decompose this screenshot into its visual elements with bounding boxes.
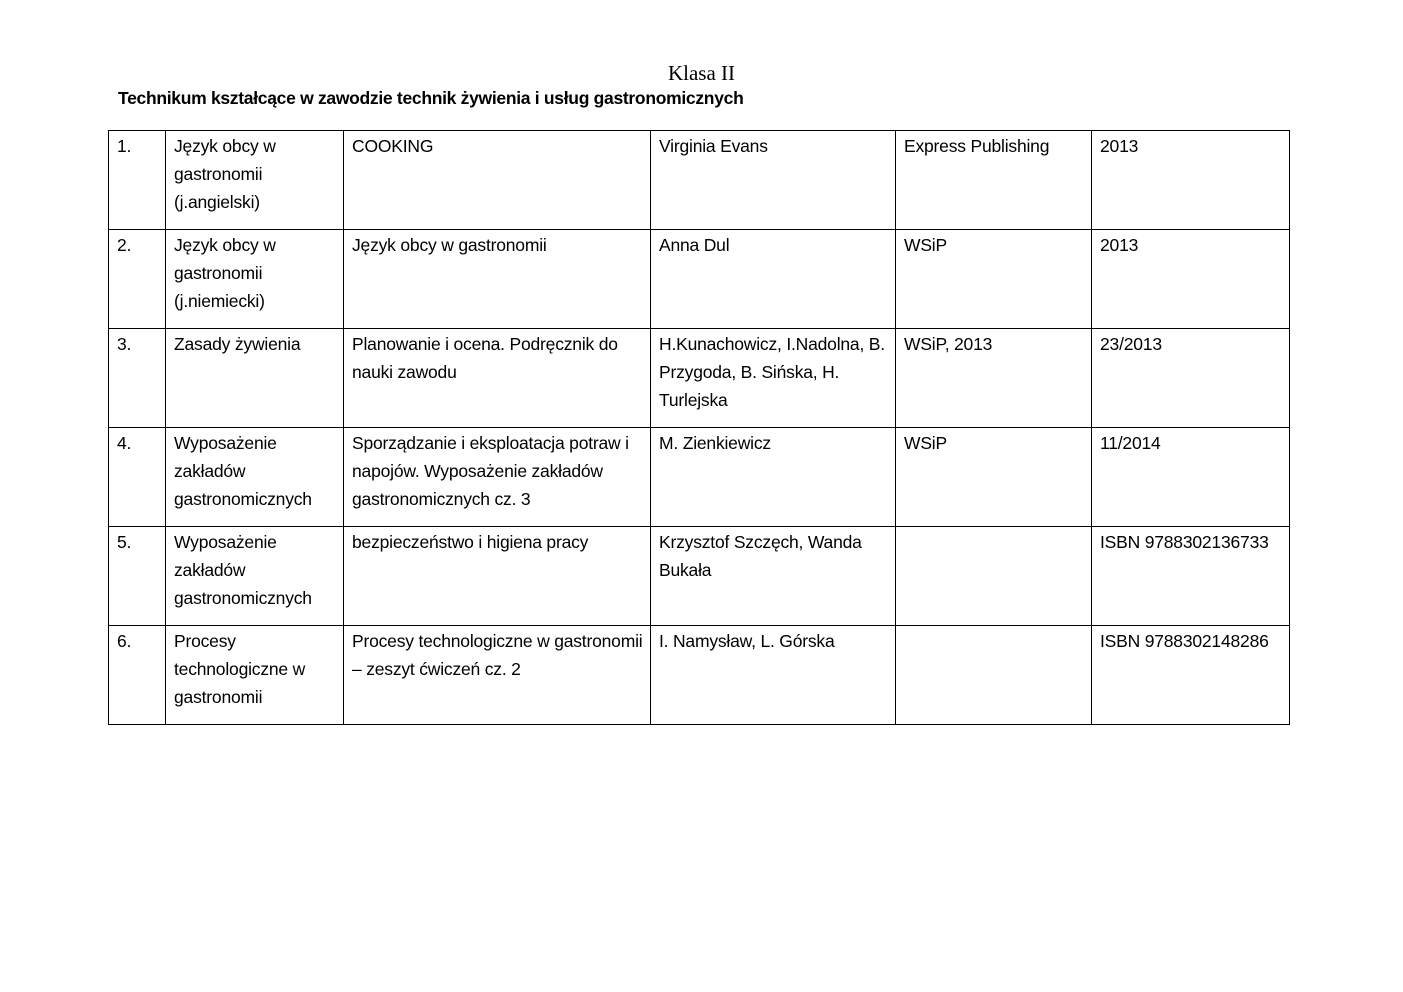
year-cell: 2013 — [1092, 230, 1290, 329]
textbook-table — [108, 130, 1290, 725]
book-title-cell: bezpieczeństwo i higiena pracy — [344, 527, 651, 626]
page-subtitle: Technikum kształcące w zawodzie technik żywienia i usług gastronomicznych — [118, 88, 744, 108]
book-title-cell: Język obcy w gastronomii — [344, 230, 651, 329]
author-cell: Virginia Evans — [651, 131, 896, 230]
publisher-cell: WSiP — [896, 428, 1092, 527]
row-number: 1. — [109, 131, 166, 230]
row-number: 6. — [109, 626, 166, 725]
book-title-cell: COOKING — [344, 131, 651, 230]
subject-cell: Zasady żywienia — [166, 329, 344, 428]
publisher-cell: WSiP, 2013 — [896, 329, 1092, 428]
author-cell: H.Kunachowicz, I.Nadolna, B. Przygoda, B. Sińska, H. Turlejska — [651, 329, 896, 428]
table-row — [109, 626, 1290, 725]
publisher-cell: Express Publishing — [896, 131, 1092, 230]
row-number: 4. — [109, 428, 166, 527]
row-number: 5. — [109, 527, 166, 626]
table-row — [109, 428, 1290, 527]
row-number: 2. — [109, 230, 166, 329]
table-row — [109, 527, 1290, 626]
book-title-cell: Procesy technologiczne w gastronomii – zeszyt ćwiczeń cz. 2 — [344, 626, 651, 725]
book-title-cell: Sporządzanie i eksploatacja potraw i napojów. Wyposażenie zakładów gastronomicznych cz. 3 — [344, 428, 651, 527]
subject-cell: Język obcy w gastronomii (j.niemiecki) — [166, 230, 344, 329]
subject-cell: Procesy technologiczne w gastronomii — [166, 626, 344, 725]
table-row — [109, 329, 1290, 428]
publisher-cell — [896, 626, 1092, 725]
subject-cell: Język obcy w gastronomii (j.angielski) — [166, 131, 344, 230]
year-cell: 11/2014 — [1092, 428, 1290, 527]
author-cell: I. Namysław, L. Górska — [651, 626, 896, 725]
year-cell: 2013 — [1092, 131, 1290, 230]
year-cell: 23/2013 — [1092, 329, 1290, 428]
table-row — [109, 230, 1290, 329]
book-title-cell: Planowanie i ocena. Podręcznik do nauki zawodu — [344, 329, 651, 428]
author-cell: Krzysztof Szczęch, Wanda Bukała — [651, 527, 896, 626]
author-cell: Anna Dul — [651, 230, 896, 329]
publisher-cell: WSiP — [896, 230, 1092, 329]
page-title: Klasa II — [667, 61, 736, 85]
subject-cell: Wyposażenie zakładów gastronomicznych — [166, 428, 344, 527]
year-cell: ISBN 9788302136733 — [1092, 527, 1290, 626]
row-number: 3. — [109, 329, 166, 428]
author-cell: M. Zienkiewicz — [651, 428, 896, 527]
table-row — [109, 131, 1290, 230]
publisher-cell — [896, 527, 1092, 626]
subject-cell: Wyposażenie zakładów gastronomicznych — [166, 527, 344, 626]
year-cell: ISBN 9788302148286 — [1092, 626, 1290, 725]
